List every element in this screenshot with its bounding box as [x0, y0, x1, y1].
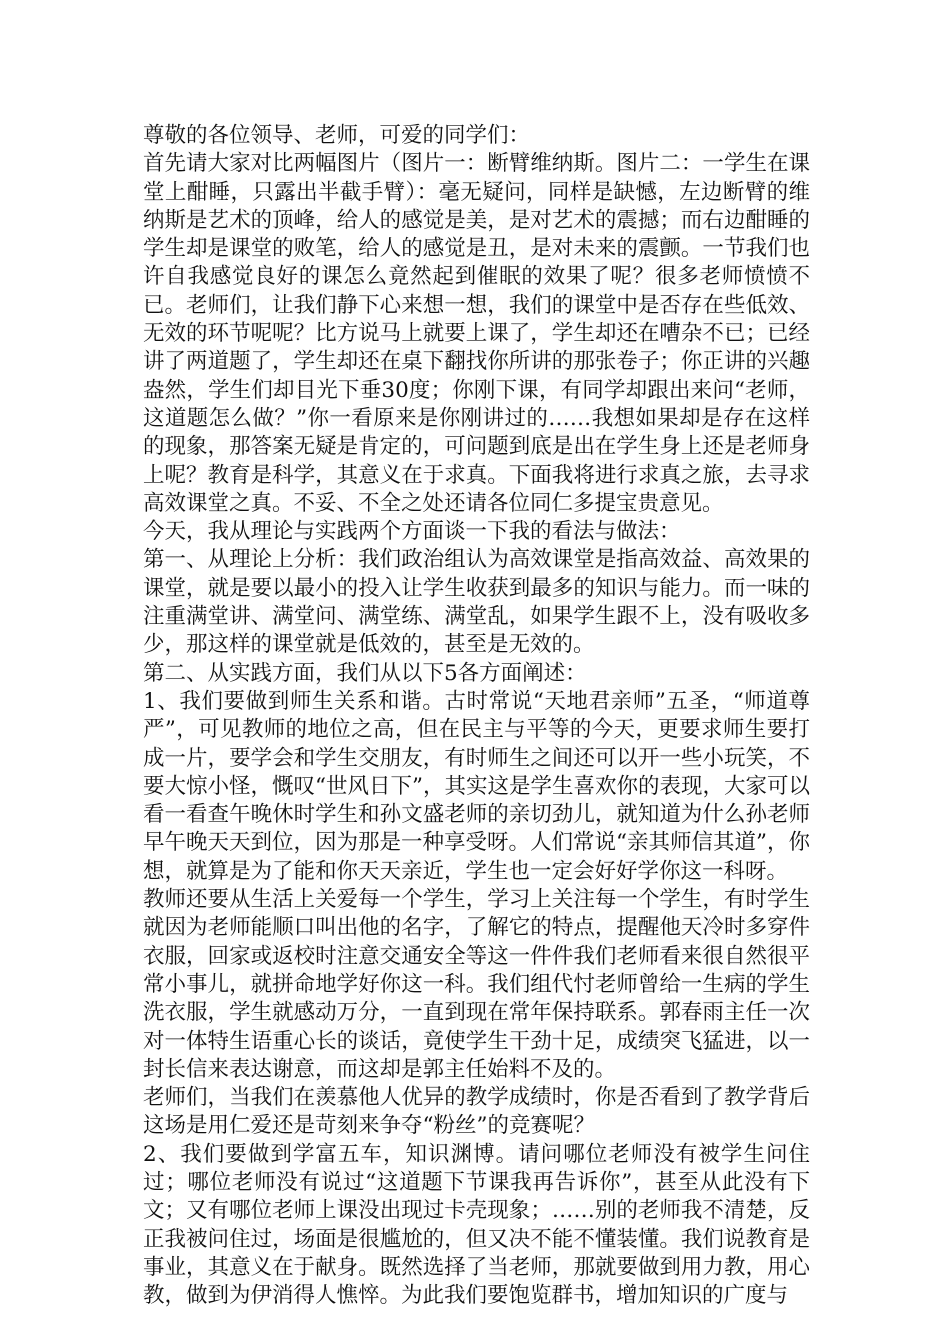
reflection-paragraph: 老师们，当我们在羡慕他人优异的教学成绩时，你是否看到了教学背后这场是用仁爱还是苛刻来争夺“粉丝”的竞赛呢？ [143, 1085, 810, 1139]
overview-paragraph: 今天，我从理论与实践两个方面谈一下我的看法与做法： [143, 519, 681, 545]
point-two-paragraph: 2、我们要做到学富五车，知识渊博。请问哪位老师没有被学生问住过；哪位老师没有说过“这道题下节课我再告诉你”，甚至从此没有下文；又有哪位老师上课没出现过卡壳现象；……别的老师我不清楚，反正我被问住过，场面是很尴尬的，但又决不能不懂装懂。我们说教育是事业，其意义在于献身。既然选择了当老师，那就要做到用力教，用心教，做到为伊消得人憔悴。为此我们要饱览群书，增加知识的广度与 [143, 1141, 810, 1309]
document-page [143, 122, 810, 1322]
salutation-paragraph: 尊敬的各位领导、老师，可爱的同学们： [143, 123, 531, 148]
point-one-paragraph: 1、我们要做到师生关系和谐。古时常说“天地君亲师”五圣，“师道尊严”，可见教师的地位之高，但在民主与平等的今天，更要求师生要打成一片，要学会和学生交朋友，有时师生之间还可以开一些小玩笑，不要大惊小怪，慨叹“世风日下”，其实这是学生喜欢你的表现，大家可以看一看查午晚休时学生和孙文盛老师的亲切劲儿，就知道为什么孙老师早午晚天天到位，因为那是一种享受呀。人们常说“亲其师信其道”，你想，就算是为了能和你天天亲近，学生也一定会好好学你这一科呀。 [143, 688, 810, 884]
theory-paragraph: 第一、从理论上分析：我们政治组认为高效课堂是指高效益、高效果的课堂，就是要以最小的投入让学生收获到最多的知识与能力。而一味的注重满堂讲、满堂问、满堂练、满堂乱，如果学生跟不上，没有吸收多少，那这样的课堂就是低效的，甚至是无效的。 [143, 547, 810, 658]
intro-paragraph: 首先请大家对比两幅图片（图片一：断臂维纳斯。图片二：一学生在课堂上酣睡，只露出半截手臂）：毫无疑问，同样是缺憾，左边断臂的维纳斯是艺术的顶峰，给人的感觉是美，是对艺术的震撼；而右边酣睡的学生却是课堂的败笔，给人的感觉是丑，是对未来的震颤。一节我们也许自我感觉良好的课怎么竟然起到催眠的效果了呢？很多老师愤愤不已。老师们，让我们静下心来想一想，我们的课堂中是否存在些低效、无效的环节呢呢？比方说马上就要上课了，学生却还在嘈杂不已；已经讲了两道题了，学生却还在桌下翻找你所讲的那张卷子；你正讲的兴趣盎然，学生们却目光下垂30度；你刚下课，有同学却跟出来问“老师，这道题怎么做？”你一看原来是你刚讲过的……我想如果却是存在这样的现象，那答案无疑是肯定的，可问题到底是出在学生身上还是老师身上呢？教育是科学，其意义在于求真。下面我将进行求真之旅，去寻求高效课堂之真。不妥、不全之处还请各位同仁多提宝贵意见。 [143, 151, 810, 516]
practice-heading-paragraph: 第二、从实践方面，我们从以下5各方面阐述： [143, 660, 587, 686]
care-paragraph: 教师还要从生活上关爱每一个学生，学习上关注每一个学生，有时学生就因为老师能顺口叫出他的名字，了解它的特点，提醒他天冷时多穿件衣服，回家或返校时注意交通安全等这一件件我们老师看来很自然很平常小事儿，就拼命地学好你这一科。我们组代忖老师曾给一生病的学生洗衣服，学生就感动万分，一直到现在常年保持联系。郭春雨主任一次对一体特生语重心长的谈话，竟使学生干劲十足，成绩突飞猛进，以一封长信来表达谢意，而这却是郭主任始料不及的。 [143, 887, 810, 1082]
